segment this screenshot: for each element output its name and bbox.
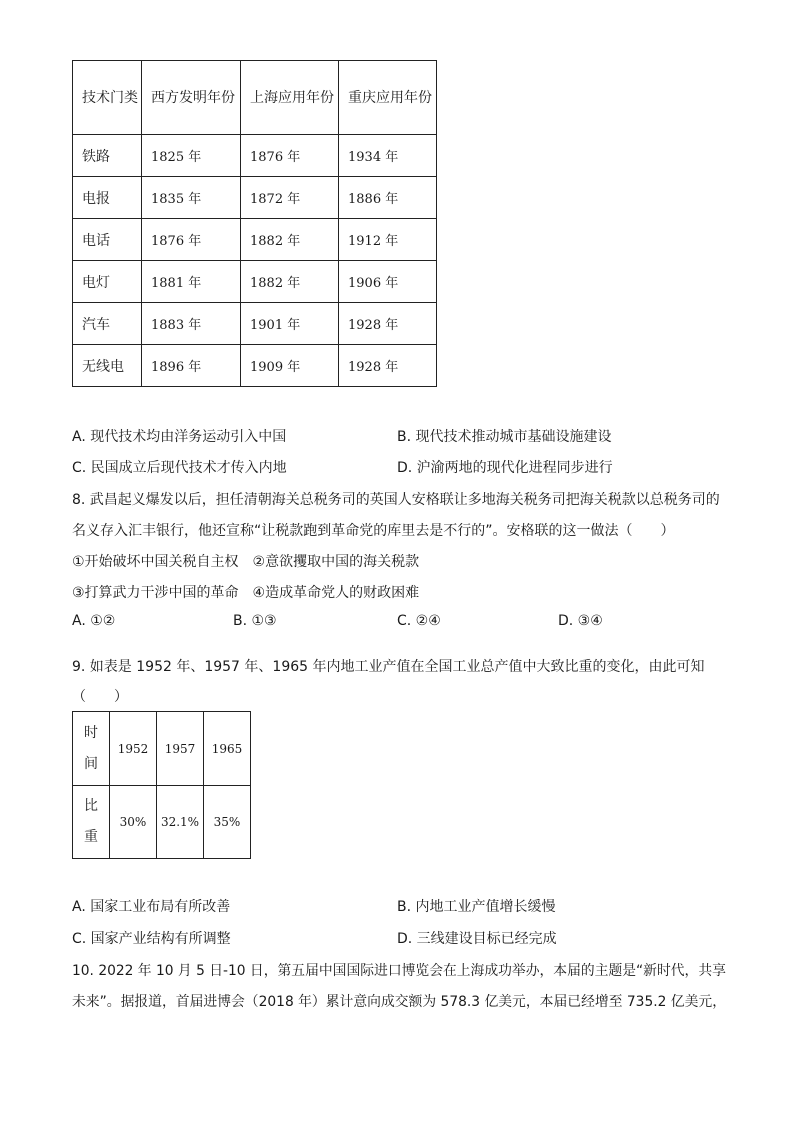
table-row xyxy=(73,219,437,261)
header-cell: 技术门类 xyxy=(73,61,142,135)
table-cell: 电话 xyxy=(73,219,142,261)
table-cell: 汽车 xyxy=(73,303,142,345)
table-row xyxy=(73,303,437,345)
table-cell: 1909 年 xyxy=(241,345,339,387)
table-cell: 电灯 xyxy=(73,261,142,303)
q9-option-a: A. 国家工业布局有所改善 xyxy=(72,899,231,915)
table-cell: 1876 年 xyxy=(142,219,241,261)
table-row xyxy=(73,786,251,859)
table-cell: 1928 年 xyxy=(339,345,437,387)
table-cell: 无线电 xyxy=(73,345,142,387)
table-header-row xyxy=(73,61,437,135)
table-cell: 1906 年 xyxy=(339,261,437,303)
table-cell: 1876 年 xyxy=(241,135,339,177)
q8-statements-1: ①开始破坏中国关税自主权 ②意欲攫取中国的海关税款 xyxy=(72,554,420,570)
q9-option-b: B. 内地工业产值增长缓慢 xyxy=(397,899,556,915)
table-cell: 1952 xyxy=(110,712,157,786)
q9-option-d: D. 三线建设目标已经完成 xyxy=(397,931,557,947)
table-cell: 1934 年 xyxy=(339,135,437,177)
q8-stem-line-2: 名义存入汇丰银行，他还宣称“让税款跑到革命党的库里去是不行的”。安格联的这一做法（ ） xyxy=(72,523,675,539)
table-cell: 1886 年 xyxy=(339,177,437,219)
table-cell: 电报 xyxy=(73,177,142,219)
table-cell: 1928 年 xyxy=(339,303,437,345)
table-row xyxy=(73,177,437,219)
tech-adoption-table xyxy=(72,60,437,387)
table-row xyxy=(73,712,251,786)
q10-stem-line-1: 10. 2022 年 10 月 5 日-10 日，第五届中国国际进口博览会在上海成功举办，本届的主题是“新时代，共享 xyxy=(72,963,726,979)
q7-option-c: C. 民国成立后现代技术才传入内地 xyxy=(72,460,287,476)
table-row xyxy=(73,261,437,303)
q9-option-c: C. 国家产业结构有所调整 xyxy=(72,931,231,947)
header-cell: 西方发明年份 xyxy=(142,61,241,135)
industry-share-table xyxy=(72,711,251,859)
q7-option-a: A. 现代技术均由洋务运动引入中国 xyxy=(72,429,287,445)
q8-option-c: C. ②④ xyxy=(397,613,441,629)
table-row xyxy=(73,135,437,177)
table-cell: 1912 年 xyxy=(339,219,437,261)
q8-option-d: D. ③④ xyxy=(558,613,603,629)
table-cell: 32.1% xyxy=(157,786,204,859)
q9-stem-line-1: 9. 如表是 1952 年、1957 年、1965 年内地工业产值在全国工业总产值中大致比重的变化，由此可知 xyxy=(72,659,705,675)
table-cell: 1825 年 xyxy=(142,135,241,177)
table-cell: 1896 年 xyxy=(142,345,241,387)
table-cell: 1872 年 xyxy=(241,177,339,219)
table-cell: 1881 年 xyxy=(142,261,241,303)
header-cell: 上海应用年份 xyxy=(241,61,339,135)
table-cell: 35% xyxy=(204,786,251,859)
q10-stem-line-2: 未来”。据报道，首届进博会（2018 年）累计意向成交额为 578.3 亿美元，本届已经增至 735.2 亿美元， xyxy=(72,994,727,1010)
q9-stem-line-2: （ ） xyxy=(72,689,128,705)
q7-option-b: B. 现代技术推动城市基础设施建设 xyxy=(397,429,612,445)
row-label-share: 比 重 xyxy=(73,786,110,859)
table-cell: 1965 xyxy=(204,712,251,786)
row-label-time: 时 间 xyxy=(73,712,110,786)
table-cell: 1901 年 xyxy=(241,303,339,345)
table-cell: 1882 年 xyxy=(241,219,339,261)
q8-option-a: A. ①② xyxy=(72,613,116,629)
table-cell: 30% xyxy=(110,786,157,859)
q8-option-b: B. ①③ xyxy=(233,613,277,629)
q7-option-d: D. 沪渝两地的现代化进程同步进行 xyxy=(397,460,613,476)
table-cell: 1883 年 xyxy=(142,303,241,345)
table-cell: 1882 年 xyxy=(241,261,339,303)
q8-stem-line-1: 8. 武昌起义爆发以后，担任清朝海关总税务司的英国人安格联让多地海关税务司把海关税款以总税务司的 xyxy=(72,492,720,508)
q8-statements-2: ③打算武力干涉中国的革命 ④造成革命党人的财政困难 xyxy=(72,585,420,601)
header-cell: 重庆应用年份 xyxy=(339,61,437,135)
table-cell: 1835 年 xyxy=(142,177,241,219)
table-cell: 铁路 xyxy=(73,135,142,177)
table-cell: 1957 xyxy=(157,712,204,786)
table-row xyxy=(73,345,437,387)
